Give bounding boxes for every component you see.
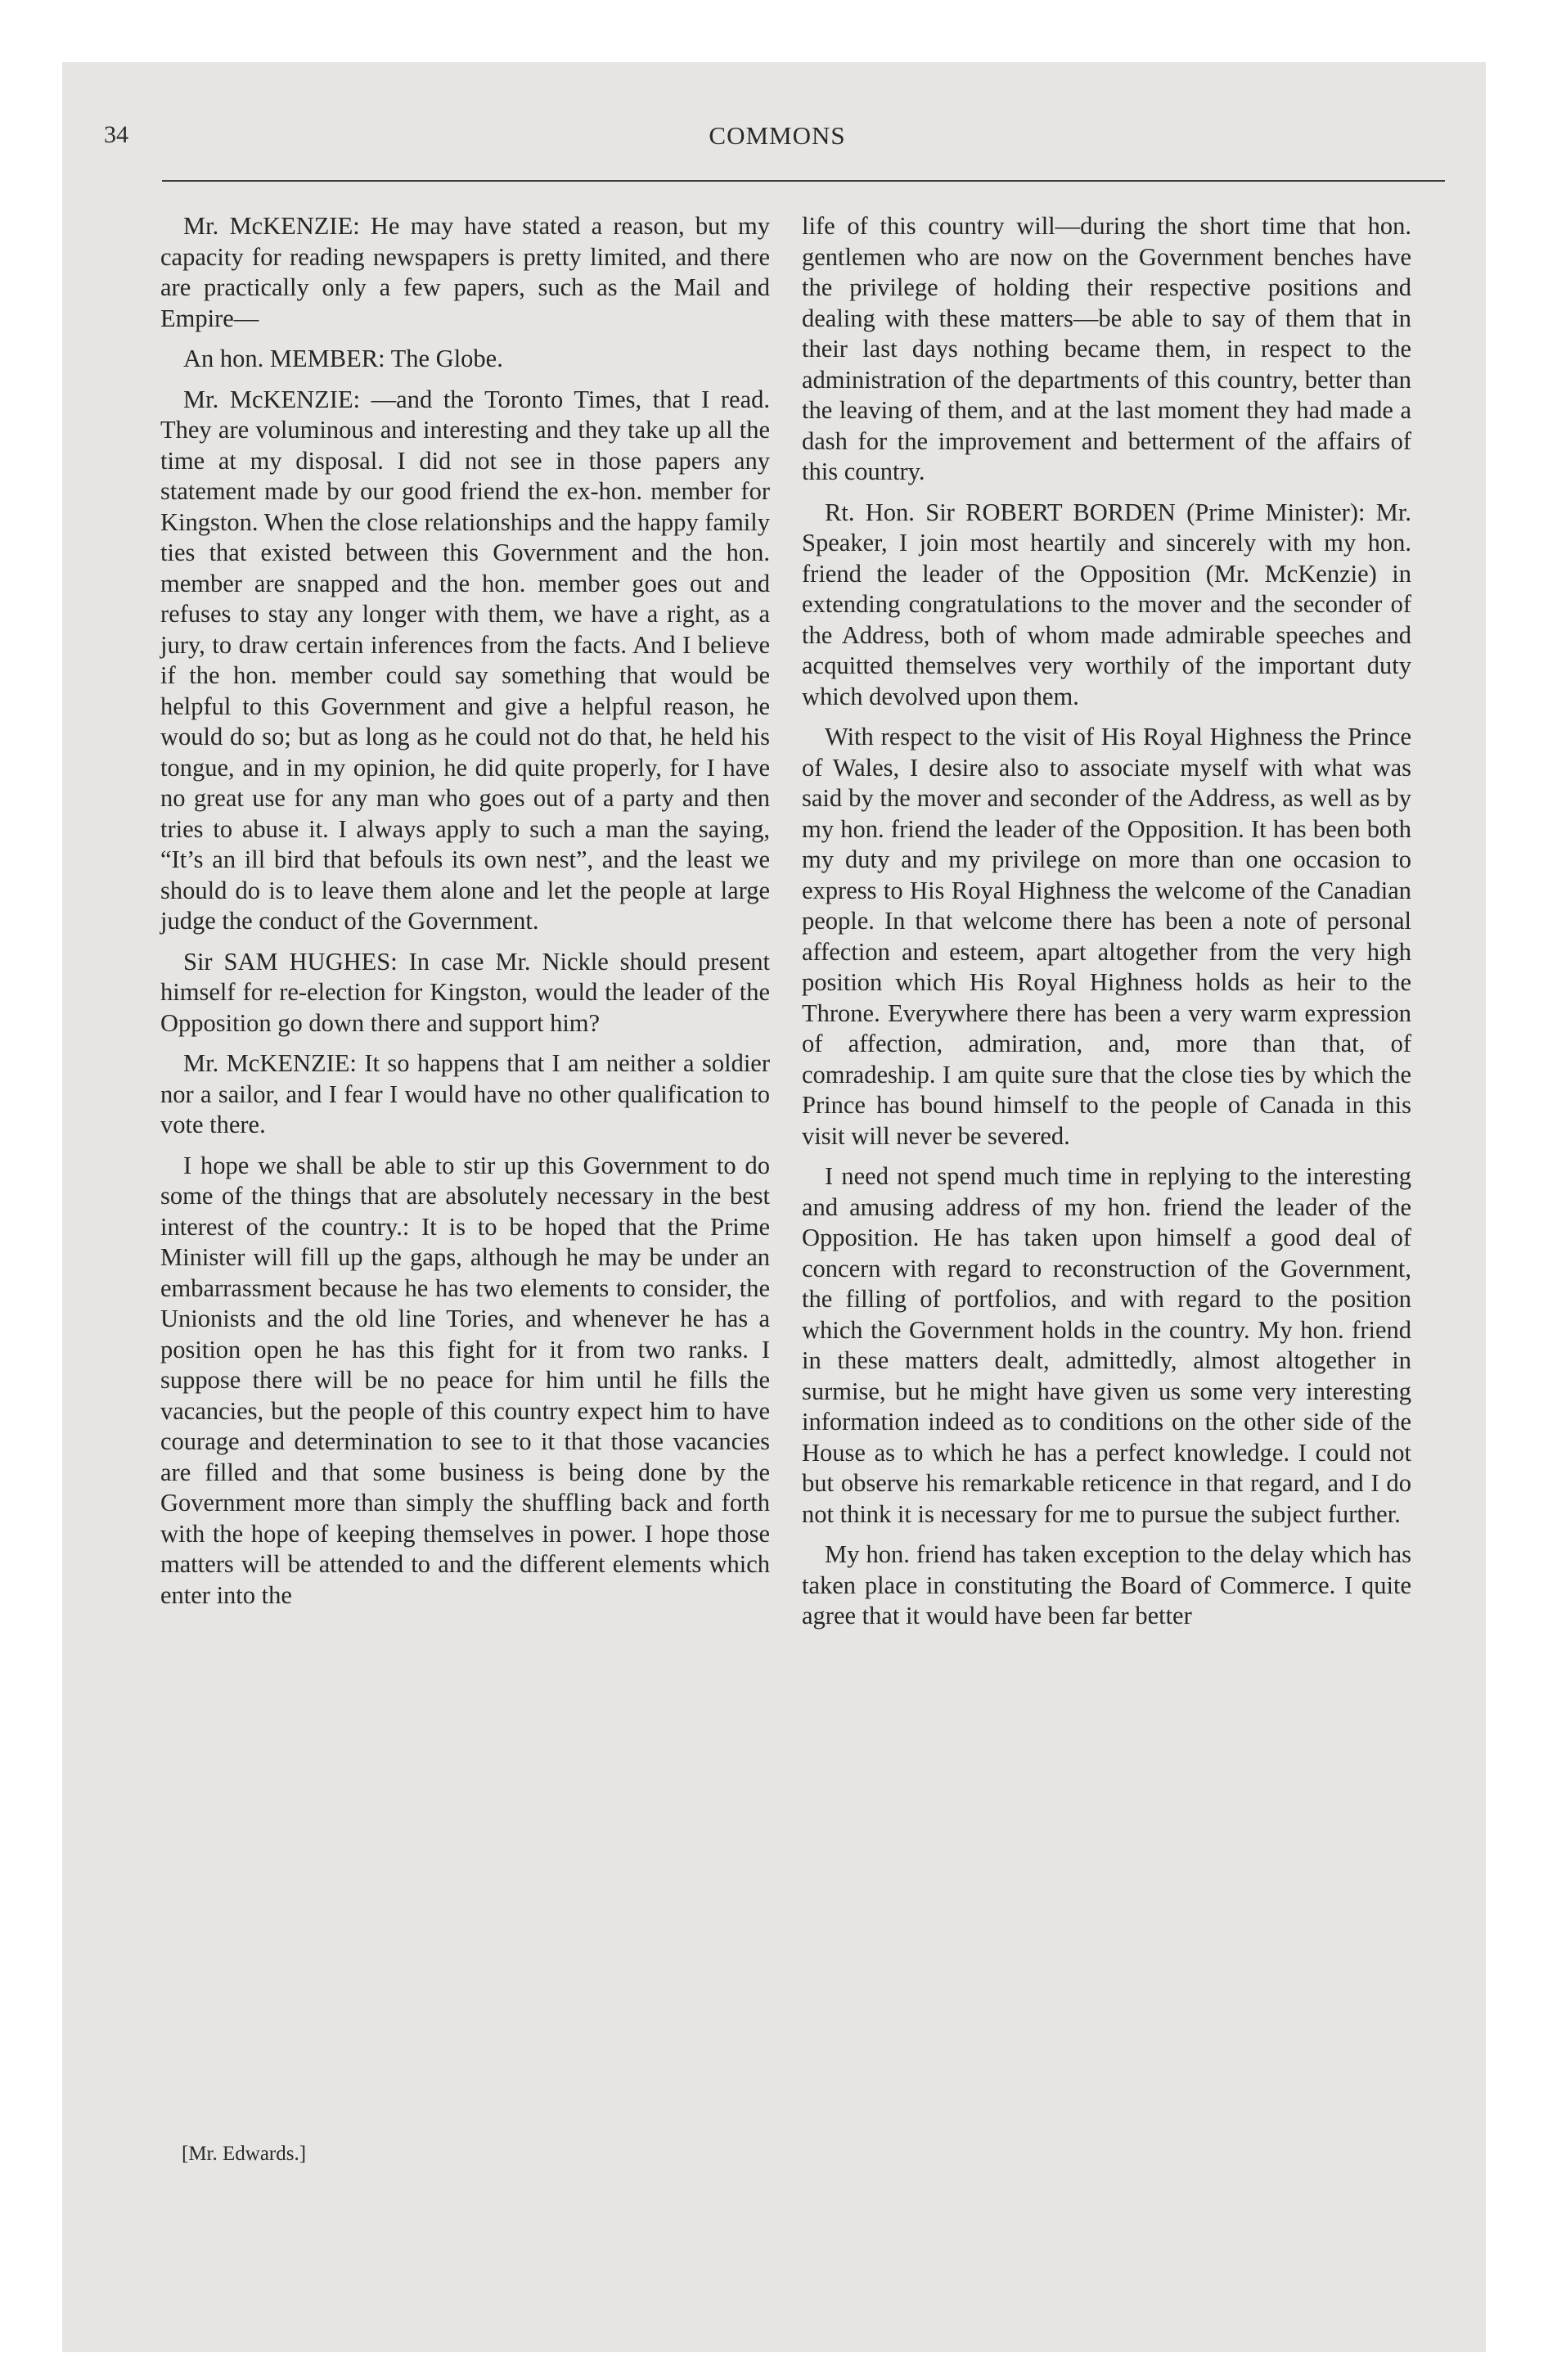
paragraph: Rt. Hon. Sir ROBERT BORDEN (Prime Minister): Mr. Speaker, I join most heartily and sincerely with my hon. friend the leader of the Opposition (Mr. McKenzie) in extending congratulations to the mover and the seconder of the Address, both of whom made admirable speeches and acquitted themselves very worthily of the important duty which devolved upon them. xyxy=(802,498,1411,710)
page-number: 34 xyxy=(104,121,128,148)
paragraph: An hon. MEMBER: The Globe. xyxy=(183,345,503,372)
paragraph: Mr. McKENZIE: He may have stated a reason, but my capacity for reading newspapers is pretty limited, and there are practically only a few papers, such as the Mail and Empire— xyxy=(160,212,770,332)
paragraph: I hope we shall be able to stir up this Government to do some of the things that are absolutely necessary in the best interest of the country.: It is to be hoped that the Prime Minister will fill up the gaps, although he may be under an embarrassment because he has two elements to consider, the Unionists and the old line Tories, and whenever he has a position open he has this fight for it from two ranks. I suppose there will be no peace for him until he fills the vacancies, but the people of this country expect him to have courage and determination to see to it that those vacancies are filled and that some business is being done by the Government more than simply the shuffling back and forth with the hope of keeping themselves in power. I hope those matters will be attended to and the different elements which enter into the xyxy=(160,1151,770,1609)
paragraph: Mr. McKENZIE: —and the Toronto Times, that I read. They are voluminous and interesting and they take up all the time at my disposal. I did not see in those papers any statement made by our good friend the ex-hon. member for Kingston. When the close relationships and the happy family ties that existed between this Government and the hon. member are snapped and the hon. member goes out and refuses to stay any longer with them, we have a right, as a jury, to draw certain inferences from the facts. And I believe if the hon. member could say something that would be helpful to this Government and give a helpful reason, he would do so; but as long as he could not do that, he held his tongue, and in my opinion, he did quite properly, for I have no great use for any man who goes out of a party and then tries to abuse it. I always apply to such a man the saying, “It’s an ill bird that befouls its own nest”, and the least we should do is to leave them alone and let the people at large judge the conduct of the Government. xyxy=(160,385,770,935)
paragraph: Sir SAM HUGHES: In case Mr. Nickle should present himself for re-election for Kingston, would the leader of the Opposition go down there and support him? xyxy=(160,947,770,1037)
speaker-footnote: [Mr. Edwards.] xyxy=(182,2143,307,2165)
left-column xyxy=(160,211,770,1620)
header-rule xyxy=(162,180,1445,182)
paragraph: My hon. friend has taken exception to the delay which has taken place in constituting the Board of Commerce. I quite agree that it would have been far better xyxy=(802,1540,1411,1629)
running-title: COMMONS xyxy=(709,121,846,150)
right-column xyxy=(802,211,1411,1642)
paragraph: I need not spend much time in replying to the interesting and amusing address of my hon. friend the leader of the Opposition. He has taken upon himself a good deal of concern with regard to reconstruction of the Government, the filling of portfolios, and with regard to the position which the Government holds in the country. My hon. friend in these matters dealt, admittedly, almost altogether in surmise, but he might have given us some very interesting information indeed as to conditions on the other side of the House as to which he has a perfect knowledge. I could not but observe his remarkable reticence in that regard, and I do not think it is necessary for me to pursue the subject further. xyxy=(802,1162,1411,1528)
paragraph: life of this country will—during the short time that hon. gentlemen who are now on the Government benches have the privilege of holding their respective positions and dealing with these matters—be able to say of them that in their last days nothing became them, in respect to the administration of the departments of this country, better than the leaving of them, and at the last moment they had made a dash for the improvement and betterment of the affairs of this country. xyxy=(802,212,1411,485)
paragraph: With respect to the visit of His Royal Highness the Prince of Wales, I desire also to associate myself with what was said by the mover and seconder of the Address, as well as by my hon. friend the leader of the Opposition. It has been both my duty and my privilege on more than one occasion to express to His Royal Highness the welcome of the Canadian people. In that welcome there has been a note of personal affection and esteem, apart altogether from the very high position which His Royal Highness holds as heir to the Throne. Everywhere there has been a very warm expression of affection, admiration, and, more than that, of comradeship. I am quite sure that the close ties by which the Prince has bound himself to the people of Canada in this visit will never be severed. xyxy=(802,723,1411,1150)
paragraph: Mr. McKENZIE: It so happens that I am neither a soldier nor a sailor, and I fear I would have no other qualification to vote there. xyxy=(160,1049,770,1138)
